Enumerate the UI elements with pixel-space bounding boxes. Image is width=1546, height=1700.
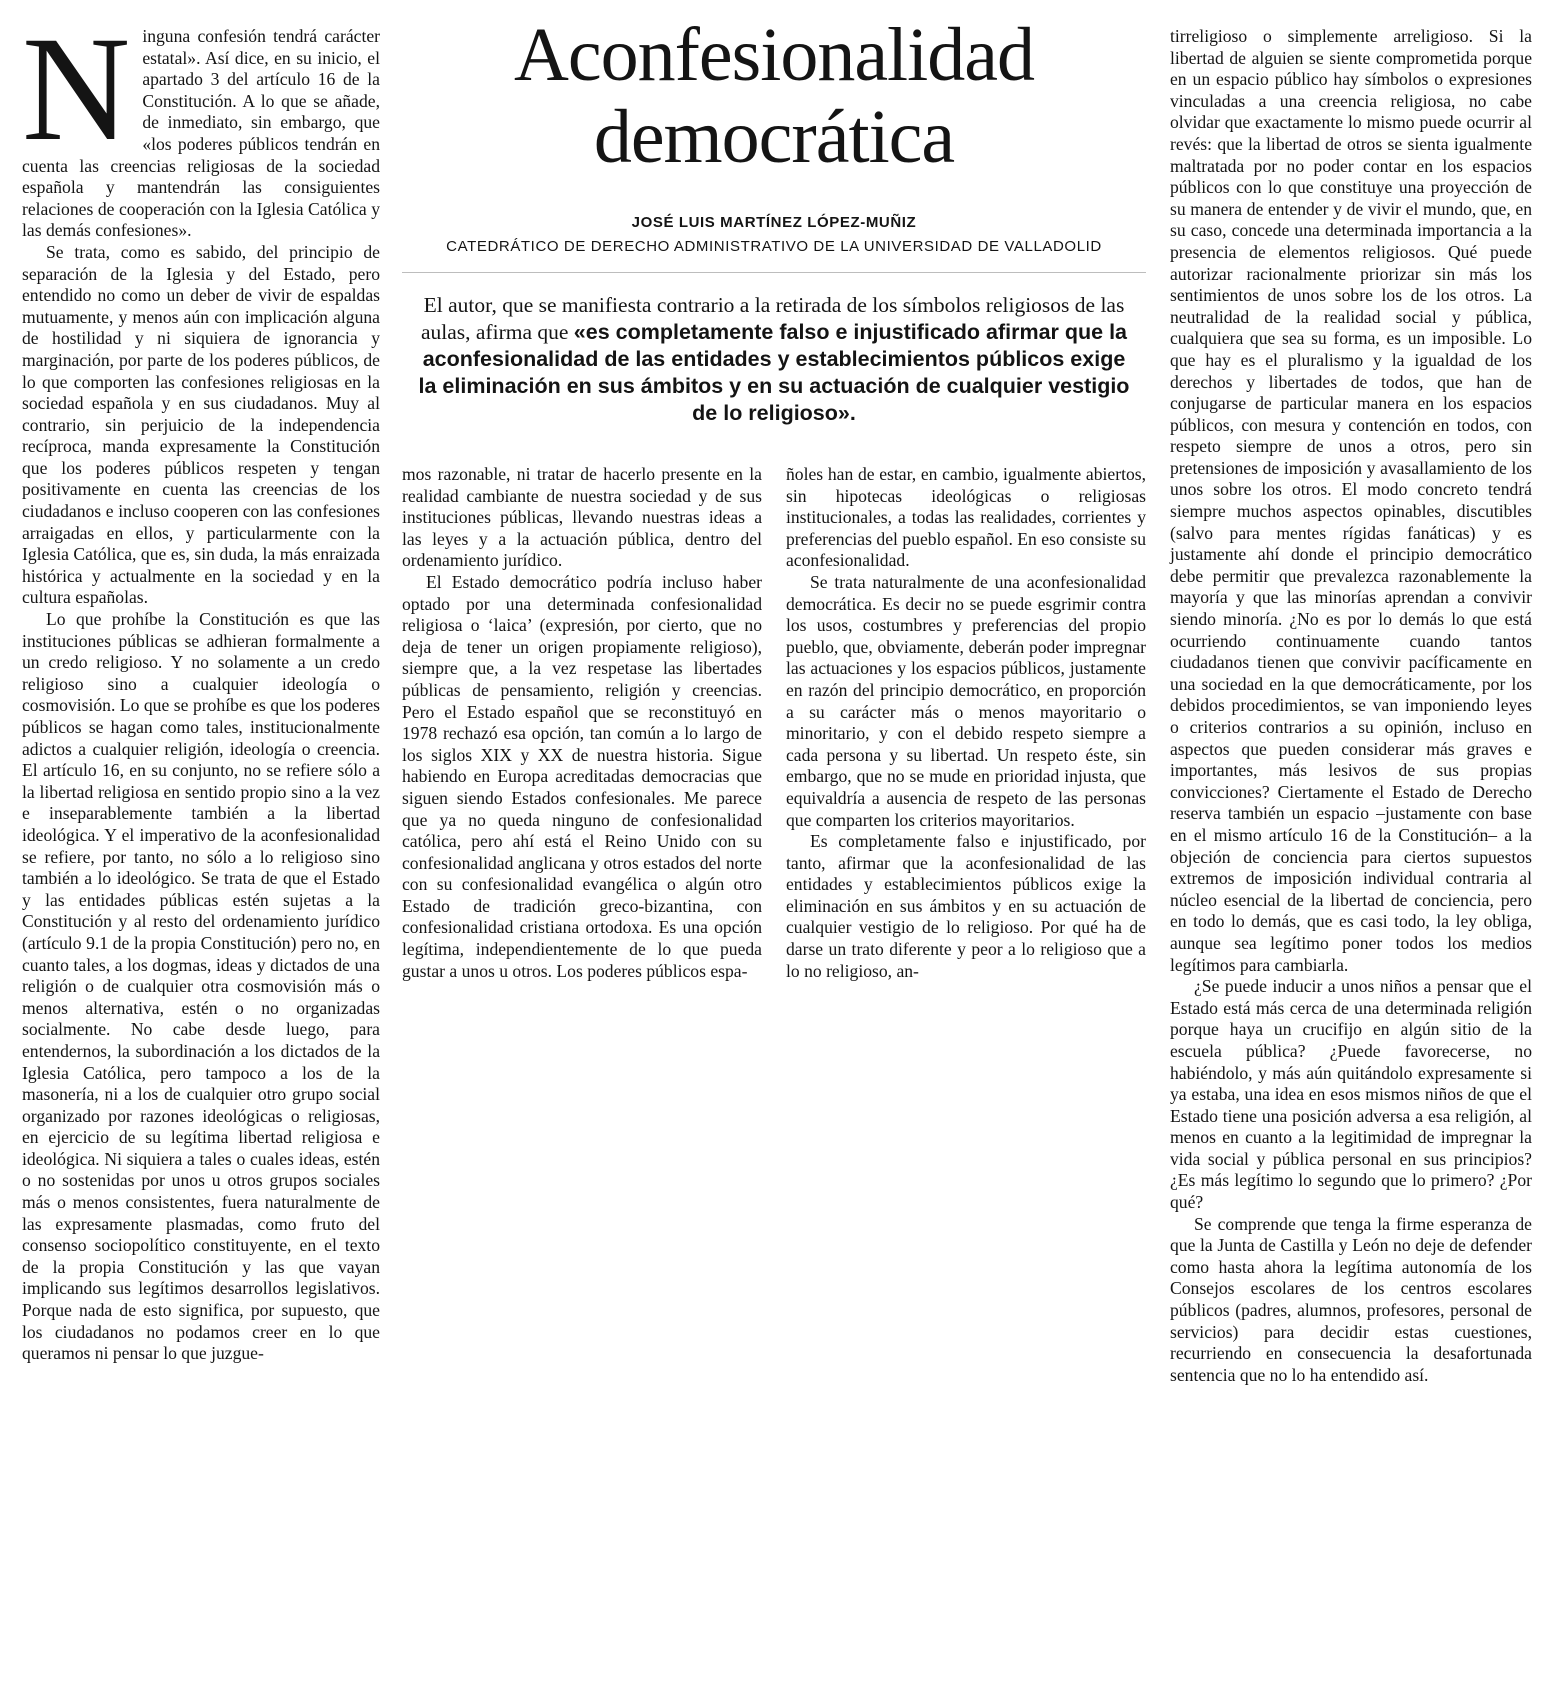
- article-column-4: [1170, 26, 1532, 1386]
- summary-quote: «es completamente falso e injustificado afirmar que la aconfesionalidad de las entidades y establecimientos públicos exige la eliminación en sus ámbitos y en su actuación de cualquier vestigio de lo religioso».: [418, 320, 1130, 425]
- paragraph-9: tirreligioso o simplemente arreligioso. Si la libertad de alguien se siente comprometida porque en un espacio público hay símbolos o expresiones vinculadas a una creencia religiosa, no cabe olvidar que exactamente lo mismo puede ocurrir al revés: que la libertad de otros se sienta igualmente maltratada por no poder contar en los espacios públicos con lo que constituye una proyección de su manera de entender y de vivir el mundo, que, en su caso, concede una determinada importancia a la presencia de elementos religiosos. Qué puede autorizar racionalmente priorizar sin más los sentimientos de unos sobre los de los otros. La neutralidad de la realidad social y pública, cualquiera que sea su forma, es un imposible. Lo que hay es el pluralismo y la igualdad de los derechos y libertades de todos, que han de conjugarse de particular manera en los espacios públicos, con mesura y contención en todos, con respeto siempre de unos a otros, pero sin pretensiones de imposición y avasallamiento de los unos sobre los otros. El modo concreto tendrá siempre muchos aspectos opinables, discutibles (salvo para mentes rígidas fanáticas) y es justamente ahí donde el principio democrático debe permitir que prevalezca razonablemente la mayoría y que las minorías aprendan a convivir siendo minoría. ¿No es por lo demás lo que está ocurriendo continuamente cuando tantos ciudadanos tienen que convivir pacíficamente en una sociedad en la que democráticamente, por los debidos procedimientos, se van imponiendo leyes o criterios contrarios a su opinión, incluso en aspectos que pueden considerar más graves e importantes, más lesivos de sus propias convicciones? Ciertamente el Estado de Derecho reserva también un espacio –justamente con base en el mismo artículo 16 de la Constitución– a la objeción de conciencia para ciertos supuestos extremos de imposición individual contraria al núcleo esencial de la libertad de conciencia, pero en todo lo demás, que es casi todo, la ley obliga, aunque sea legítimo poner todos los medios legítimos para cambiarla.: [1170, 26, 1532, 975]
- summary: [412, 292, 1136, 427]
- summary-intro: El autor, que se manifiesta contrario a la retirada de los símbolos religiosos de las aulas, afirma que: [420, 293, 1125, 344]
- paragraph-1: inguna confesión tendrá carácter estatal». Así dice, en su inicio, el apartado 3 del artículo 16 de la Constitución. A lo que se añade, de inmediato, sin embargo, que «los poderes públicos tendrán en cuenta las creencias religiosas de la sociedad española y mantendrán las consiguientes relaciones de cooperación con la Iglesia Católica y las demás confesiones».: [22, 26, 380, 241]
- paragraph-10: ¿Se puede inducir a unos niños a pensar que el Estado está más cerca de una determinada religión porque haya un crucifijo en algún sitio de la escuela pública? ¿Puede favorecerse, no habiéndolo, y más aún quitándolo expresamente si ya estaba, una idea en esos mismos niños de que el Estado tiene una posición adversa a esa religión, al menos en cuanto a la legitimidad de impregnar la vida social y pública personal en sus principios? ¿Es más legítimo lo segundo que lo primero? ¿Por qué?: [1170, 976, 1532, 1213]
- paragraph-7: Se trata naturalmente de una aconfesionalidad democrática. Es decir no se puede esgrimir contra los usos, costumbres y preferencias del propio pueblo, que, obviamente, deberán poder impregnar las actuaciones y los espacios públicos, justamente en razón del principio democrático, en proporción a su carácter más o menos mayoritario o minoritario, y con el debido respeto siempre a cada persona y su libertad. Un respeto éste, sin embargo, que no se mude en prioridad injusta, que equivaldría a ausencia de respeto de las personas que comparten los criterios mayoritarios.: [786, 571, 1146, 830]
- article-column-1: [22, 6, 380, 1365]
- paragraph-8: Es completamente falso e injustificado, por tanto, afirmar que la aconfesionalidad de las entidades y establecimientos públicos exige la eliminación en sus ámbitos y en su actuación de cualquier vestigio de lo religioso. Por qué ha de darse un trato diferente y peor a lo religioso que a lo no religioso, an-: [786, 831, 1146, 981]
- author-role: CATEDRÁTICO DE DERECHO ADMINISTRATIVO DE LA UNIVERSIDAD DE VALLADOLID: [446, 238, 1102, 255]
- paragraph-2: Se trata, como es sabido, del principio de separación de la Iglesia y del Estado, pero entendido no como un deber de vivir de espaldas mutuamente, y menos aún con implicación alguna de hostilidad y ni siquiera de ignorancia y marginación, por parte de los poderes públicos, de lo que comporten las confesiones religiosas en la sociedad española y en sus ciudadanos. Muy al contrario, sin perjuicio de la independencia recíproca, manda expresamente la Constitución que los poderes públicos respeten y tengan positivamente en cuenta las creencias de los ciudadanos e incluso cooperen con las confesiones arraigadas en ellos, y particularmente con la Iglesia Católica, que es, sin duda, la más enraizada histórica y actualmente en la sociedad y en la cultura españolas.: [22, 241, 380, 608]
- headline: Aconfesionalidad democrática: [513, 13, 1035, 179]
- paragraph-11: Se comprende que tenga la firme esperanza de que la Junta de Castilla y León no deje de defender como hasta ahora la legítima autonomía de los Consejos escolares de los centros escolares públicos (padres, alumnos, profesores, personal de servicios) para decidir estas cuestiones, recurriendo en consecuencia la desafortunada sentencia que no lo ha entendido así.: [1170, 1213, 1532, 1385]
- paragraph-5: El Estado democrático podría incluso haber optado por una determinada confesionalidad religiosa o ‘laica’ (expresión, por cierto, que no deja de tener un origen propiamente religioso), siempre que, a la vez respetase las libertades públicas de pensamiento, religión y creencias. Pero el Estado español que se reconstituyó en 1978 rechazó esa opción, tan común a lo largo de los siglos XIX y XX de nuestra historia. Sigue habiendo en Europa acreditadas democracias que siguen siendo Estados confesionales. Me parece que ya no queda ninguno de confesionalidad católica, pero ahí está el Reino Unido con su confesionalidad anglicana y otros estados del norte con su confesionalidad evangélica o algún otro Estado de tradición greco-bizantina, con confesionalidad cristiana ortodoxa. Es una opción legítima, independientemente de lo que pueda gustar a unos u otros. Los poderes públicos espa-: [402, 571, 762, 981]
- paragraph-6: ñoles han de estar, en cambio, igualmente abiertos, sin hipotecas ideológicas o religiosas institucionales, a todas las realidades, corrientes y preferencias del pueblo español. En eso consiste su aconfesionalidad.: [786, 464, 1146, 571]
- article-column-2: [402, 464, 762, 982]
- article-column-3: [786, 464, 1146, 982]
- drop-cap: N: [22, 6, 131, 172]
- author-name: JOSÉ LUIS MARTÍNEZ LÓPEZ-MUÑIZ: [631, 214, 917, 231]
- divider: [402, 272, 1146, 273]
- paragraph-4: mos razonable, ni tratar de hacerlo presente en la realidad cambiante de nuestra sociedad y de sus instituciones públicas, llevando nuestras ideas a las leyes y a la actuación pública, dentro del ordenamiento jurídico.: [402, 464, 762, 571]
- paragraph-3: Lo que prohíbe la Constitución es que las instituciones públicas se adhieran formalmente a un credo religioso. Y no solamente a un credo religioso sino a cualquier ideología o cosmovisión. Lo que se prohíbe es que los poderes públicos se hagan como tales, institucionalmente adictos a cualquier religión, ideología o creencia. El artículo 16, en su conjunto, no se refiere sólo a la libertad religiosa en sentido propio sino a la vez e inseparablemente también a la libertad ideológica. Y el imperativo de la aconfesionalidad se refiere, por tanto, no sólo a lo religioso sino también a lo ideológico. Se trata de que el Estado y las entidades públicas estén sujetas a la Constitución y al resto del ordenamiento jurídico (artículo 9.1 de la propia Constitución) pero no, en cuanto tales, a los dogmas, ideas y dictados de una religión o de cualquier otra cosmovisión más o menos alternativa, estén o no organizadas socialmente. No cabe desde luego, para entendernos, la subordinación a los dictados de la Iglesia Católica, pero tampoco a los de la masonería, ni a los de cualquier otro grupo social organizado por razones ideológicas o religiosas, en ejercicio de su legítima libertad religiosa e ideológica. Ni siquiera a tales o cuales ideas, estén o no sostenidas por unos u otros grupos sociales más o menos consistentes, fuera naturalmente de las expresamente plasmadas, como fruto del consenso sociopolítico constituyente, en el texto de la propia Constitución y las que vayan implicando sus legítimos desarrollos legislativos. Porque nada de esto significa, por supuesto, que los ciudadanos no podamos creer en lo que queramos ni pensar lo que juzgue-: [22, 609, 380, 1364]
